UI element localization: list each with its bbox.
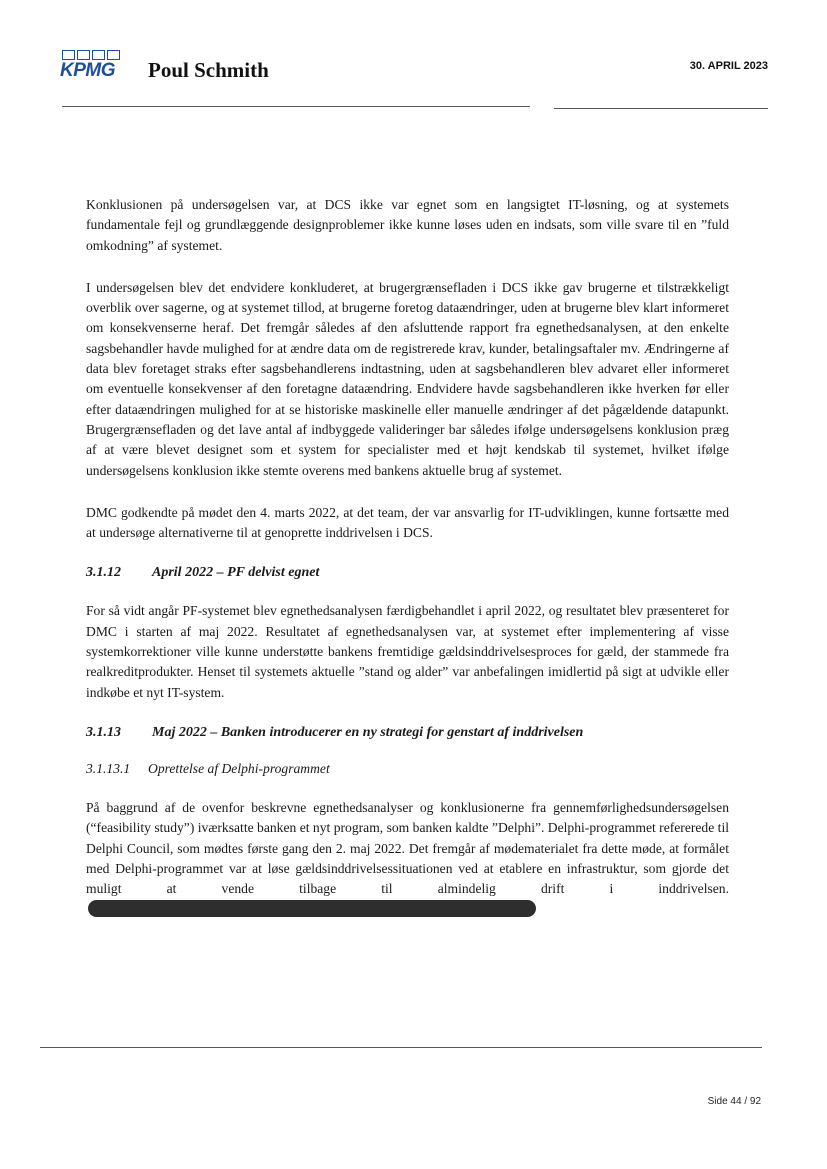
paragraph-pf-system: For så vidt angår PF-systemet blev egnethedsanalysen færdigbehandlet i april 2022, og resultatet blev præsenteret for DMC i starten af maj 2022. Resultatet af egnethedsanalysen var, at systemet efter implementering af visse systemkorrektioner ville kunne understøtte bankens fremtidige gældsinddrivelsesproces for gæld, der stammede fra realkreditprodukter. Henset til systemets aktuelle ”stand og alder” var anbefalingen imidlertid på sigt at udvikle eller indkøbe et nyt IT-system.	[86, 603, 729, 700]
subsection-number: 3.1.13.1	[86, 760, 131, 776]
logo-boxes	[62, 50, 120, 60]
document-body	[86, 195, 729, 942]
logo-text: KPMG	[60, 60, 115, 81]
section-title: April 2022 – PF delvist egnet	[152, 565, 320, 581]
footer-rule	[40, 1047, 762, 1048]
section-title: Maj 2022 – Banken introducerer en ny strategi for genstart af inddrivelsen	[152, 724, 584, 740]
section-number: 3.1.12	[86, 565, 121, 581]
paragraph-delphi	[86, 798, 729, 920]
section-heading-3-1-13	[86, 725, 729, 741]
page-number: Side 44 / 92	[707, 1096, 761, 1107]
author-name: Poul Schmith	[148, 58, 269, 82]
paragraph-dmc-approval: DMC godkendte på mødet den 4. marts 2022, at det team, der var ansvarlig for IT-udviklingen, kunne fortsætte med at undersøge alternativerne til at genoprette inddrivelsen i DCS.	[86, 504, 729, 541]
kpmg-logo	[60, 50, 128, 82]
page-header	[0, 0, 827, 120]
subsection-heading-3-1-13-1	[86, 761, 729, 777]
header-rule-right	[554, 108, 768, 109]
subsection-title: Oprettelse af Delphi-programmet	[148, 760, 330, 776]
paragraph-delphi-text: På baggrund af de ovenfor beskrevne egnethedsanalyser og konklusionerne fra gennemførlighedsundersøgelsen (“feasibility study”) iværksatte banken et nyt program, som banken kaldte ”Delphi”. Delphi-programmet refererede til Delphi Council, som mødtes første gang den 2. maj 2022. Det fremgår af mødematerialet fra dette møde, at formålet med Delphi-programmet var at løse gældsinddrivelsessituationen ved at etablere en infrastruktur, som gjorde det muligt at vende tilbage til almindelig drift i inddrivelsen.	[86, 799, 729, 897]
header-rule-left	[62, 106, 530, 107]
redaction-block	[88, 900, 536, 917]
paragraph-conclusion: Konklusionen på undersøgelsen var, at DCS ikke var egnet som en langsigtet IT-løsning, og at systemets fundamentale fejl og grundlæggende designproblemer ikke kunne løses uden en indsats, som ville svare til en ”fuld omkodning” af systemet.	[86, 197, 729, 253]
section-number: 3.1.13	[86, 724, 121, 740]
section-heading-3-1-12	[86, 565, 729, 581]
document-date: 30. APRIL 2023	[689, 60, 768, 72]
paragraph-user-interface: I undersøgelsen blev det endvidere konkluderet, at brugergrænsefladen i DCS ikke gav brugerne et tilstrækkeligt overblik over sagerne, og at systemet tillod, at brugerne foretog dataændringer, uden at brugerne blev klart informeret om konsekvenserne heraf. Det fremgår således af den afsluttende rapport fra egnethedsanalysen, at den enkelte sagsbehandler havde mulighed for at ændre data om de registrerede krav, kunder, betalingsaftaler mv. Ændringerne af data blev foretaget straks efter sagsbehandlerens indtastning, uden at sagsbehandleren blev advaret eller informeret om eventuelle konsekvenser af den foretagne dataændring. Endvidere havde sagsbehandleren ikke hverken før eller efter dataændringen mulighed for at se historiske maskinelle eller manuelle ændringer af det pågældende datapunkt. Brugergrænsefladen og det lave antal af indbyggede valideringer bar således ifølge undersøgelsens konklusion præg af at være blevet designet som et system for specialister med et højt kendskab til systemet, hvilket ifølge undersøgelsens konklusion ikke stemte overens med bankens aktuelle brug af systemet.	[86, 279, 729, 478]
